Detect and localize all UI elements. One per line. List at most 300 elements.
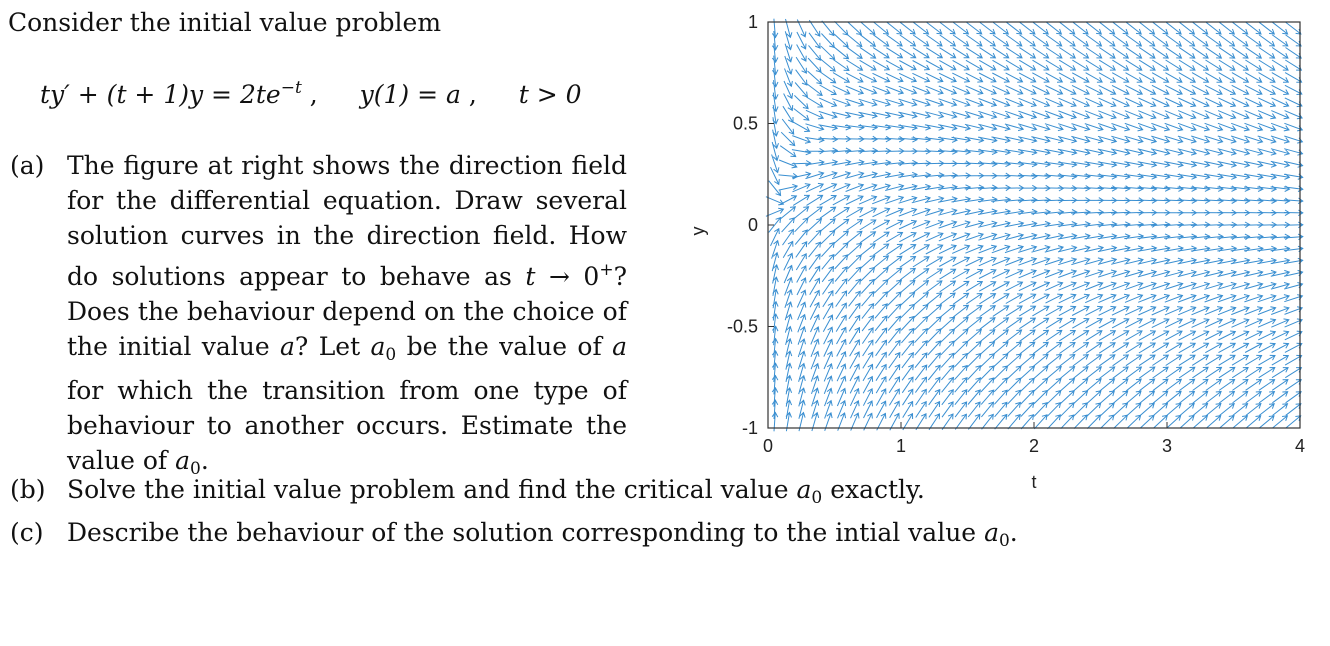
field-arrow: [1167, 416, 1181, 429]
field-arrow: [848, 22, 862, 35]
field-arrow: [1286, 416, 1301, 428]
x-tick-label: 3: [1161, 436, 1173, 456]
field-arrow: [888, 292, 902, 305]
field-arrow: [847, 231, 862, 243]
field-arrow: [1286, 22, 1301, 34]
field-arrow: [1153, 35, 1168, 46]
field-arrow: [1179, 35, 1194, 46]
field-arrow: [968, 366, 981, 380]
field-arrow: [1061, 415, 1074, 429]
field-arrow: [873, 35, 888, 46]
field-arrow: [821, 46, 835, 59]
ode-equation: [40, 78, 582, 109]
field-arrow: [1286, 35, 1302, 46]
field-arrow: [848, 267, 861, 281]
field-arrow: [1113, 48, 1129, 59]
part-c: [10, 515, 1060, 551]
y-tick-label: 0: [747, 215, 758, 235]
field-arrow: [1019, 318, 1035, 329]
field-arrow: [1060, 391, 1074, 404]
field-arrow: [940, 281, 956, 292]
field-arrow: [873, 244, 888, 255]
part-b-text: Solve the initial value problem and find the critical value $a_0$ exactly.: [67, 475, 925, 508]
field-arrow: [1087, 415, 1100, 429]
field-arrow: [1100, 22, 1115, 34]
field-arrow: [1272, 35, 1288, 46]
field-arrow: [980, 318, 995, 330]
field-arrow: [1273, 416, 1288, 428]
x-tick-label: 1: [895, 436, 907, 456]
field-arrow: [1246, 47, 1262, 58]
field-arrow: [1259, 48, 1275, 59]
field-arrow: [1180, 22, 1195, 34]
field-arrow: [995, 415, 1007, 430]
field-arrow: [1046, 342, 1061, 353]
field-arrow: [1034, 366, 1048, 379]
field-arrow: [900, 22, 915, 34]
field-arrow: [1099, 48, 1115, 59]
field-arrow: [1139, 355, 1155, 366]
field-arrow: [874, 22, 889, 34]
field-arrow: [888, 304, 901, 318]
domain-condition: t > 0: [518, 80, 582, 109]
field-arrow: [941, 329, 955, 342]
field-arrow: [1286, 48, 1302, 59]
field-arrow: [1127, 415, 1141, 428]
field-arrow: [994, 342, 1009, 354]
field-arrow: [914, 281, 929, 293]
field-arrow: [927, 281, 942, 292]
field-arrow: [967, 22, 982, 34]
field-arrow: [874, 280, 888, 293]
field-arrow: [1153, 391, 1168, 403]
field-arrow: [994, 378, 1007, 392]
field-arrow: [1259, 380, 1275, 391]
field-arrow: [1219, 35, 1234, 46]
field-arrow: [1099, 343, 1115, 353]
field-arrow: [821, 231, 835, 244]
field-arrow: [980, 330, 995, 342]
field-arrow: [1126, 379, 1141, 391]
field-arrow: [941, 341, 954, 355]
field-arrow: [927, 317, 941, 330]
part-c-text: Describe the behaviour of the solution corresponding to the intial value $a_0$.: [67, 518, 1018, 551]
field-arrow: [1007, 378, 1021, 392]
field-arrow: [821, 243, 834, 257]
field-arrow: [1073, 35, 1088, 46]
field-arrow: [1219, 47, 1235, 58]
field-arrow: [1259, 392, 1274, 403]
field-arrow: [954, 317, 969, 329]
field-arrow: [901, 292, 915, 305]
field-arrow: [1007, 366, 1021, 379]
field-arrow: [953, 281, 969, 291]
field-arrow: [968, 378, 981, 392]
field-arrow: [1021, 390, 1034, 404]
field-arrow: [1139, 47, 1155, 58]
field-arrow: [1166, 47, 1182, 58]
x-axis-label: t: [1031, 472, 1037, 492]
field-arrow: [1219, 22, 1234, 34]
field-arrow: [887, 244, 903, 255]
field-arrow: [1114, 415, 1128, 428]
direction-arrows: [766, 19, 1303, 432]
field-arrow: [1206, 416, 1220, 429]
field-arrow: [1061, 403, 1075, 417]
field-arrow: [833, 60, 849, 71]
field-arrow: [993, 35, 1009, 46]
field-arrow: [913, 22, 928, 34]
field-arrow: [1020, 354, 1035, 366]
field-arrow: [1073, 367, 1088, 379]
field-arrow: [1192, 367, 1208, 378]
field-arrow: [779, 173, 798, 179]
ode-exponent: −t: [280, 78, 302, 98]
field-arrow: [848, 255, 862, 268]
equation-separator: ,: [468, 80, 477, 109]
field-arrow: [887, 256, 902, 267]
field-arrow: [1166, 391, 1181, 403]
field-arrow: [1140, 22, 1155, 34]
field-arrow: [1166, 367, 1182, 378]
field-arrow: [1246, 392, 1261, 403]
field-arrow: [860, 244, 875, 256]
field-arrow: [1206, 47, 1222, 58]
field-arrow: [940, 305, 955, 317]
field-arrow: [1113, 367, 1128, 378]
field-arrow: [860, 220, 876, 230]
field-arrow: [954, 341, 968, 354]
field-arrow: [1220, 404, 1235, 416]
part-a-text: The figure at right shows the direction field for the differential equation. Draw several solution curves in the direction field. How do solutions appear to behave as t → 0+? Does the behaviour depend on the choice of the initial value a? Let $a_0$ be the value of a for which the transition from one type of behaviour to another occurs. Estimate the value of $a_0$.: [67, 151, 627, 479]
field-arrow: [1007, 342, 1022, 354]
direction-field-chart: [660, 0, 1330, 510]
field-arrow: [940, 22, 955, 34]
field-arrow: [1073, 379, 1087, 391]
field-arrow: [955, 414, 966, 429]
field-arrow: [1206, 35, 1221, 46]
field-arrow: [966, 294, 982, 305]
field-arrow: [1153, 367, 1169, 378]
field-arrow: [1007, 354, 1021, 367]
field-arrow: [1153, 47, 1169, 58]
field-arrow: [1100, 391, 1114, 404]
field-arrow: [954, 354, 967, 368]
field-arrow: [1206, 392, 1221, 404]
part-a: [10, 148, 630, 479]
field-arrow: [1086, 343, 1102, 354]
field-arrow: [1180, 403, 1195, 415]
field-arrow: [1008, 415, 1020, 430]
field-arrow: [1033, 35, 1049, 46]
field-arrow: [807, 207, 822, 219]
field-arrow: [967, 330, 981, 342]
field-arrow: [1166, 35, 1181, 46]
field-arrow: [1180, 391, 1195, 403]
field-arrow: [900, 245, 916, 255]
field-arrow: [1272, 380, 1288, 391]
field-arrow: [793, 122, 810, 132]
field-arrow: [966, 35, 982, 46]
field-arrow: [834, 243, 848, 256]
field-arrow: [1006, 35, 1022, 46]
field-arrow: [1192, 47, 1208, 58]
field-arrow: [993, 306, 1009, 317]
part-b-label: (b): [10, 475, 46, 504]
field-arrow: [942, 414, 953, 430]
field-arrow: [953, 22, 968, 34]
y-tick-label: -0.5: [726, 316, 758, 337]
x-tick-label: 2: [1028, 436, 1040, 456]
field-arrow: [1259, 22, 1274, 34]
field-arrow: [1034, 415, 1047, 429]
field-arrow: [900, 280, 915, 292]
field-arrow: [1126, 367, 1141, 378]
field-arrow: [821, 219, 836, 231]
field-arrow: [1220, 416, 1234, 428]
field-arrow: [1020, 342, 1035, 354]
field-arrow: [900, 268, 915, 280]
field-arrow: [901, 317, 914, 331]
field-arrow: [1166, 379, 1181, 390]
field-arrow: [1020, 366, 1034, 379]
field-arrow: [874, 268, 888, 281]
y-tick-label: -1: [741, 418, 758, 438]
field-arrow: [1086, 355, 1101, 366]
field-arrow: [1273, 22, 1288, 34]
field-arrow: [955, 366, 968, 380]
field-arrow: [993, 318, 1008, 329]
field-arrow: [1153, 403, 1167, 416]
field-arrow: [1073, 355, 1088, 366]
field-arrow: [1007, 330, 1022, 342]
field-arrow: [834, 47, 849, 59]
field-arrow: [1233, 22, 1248, 34]
field-arrow: [967, 318, 982, 330]
field-arrow: [1047, 22, 1062, 34]
field-arrow: [980, 22, 995, 34]
field-arrow: [1006, 318, 1022, 329]
field-arrow: [1059, 331, 1075, 341]
field-arrow: [1046, 35, 1062, 46]
field-arrow: [1246, 404, 1261, 416]
field-arrow: [1087, 403, 1101, 416]
field-arrow: [982, 414, 994, 429]
field-arrow: [1100, 403, 1114, 416]
field-arrow: [861, 268, 875, 281]
field-arrow: [927, 305, 941, 318]
field-arrow: [1286, 392, 1302, 403]
field-arrow: [849, 316, 860, 332]
field-arrow: [1219, 380, 1235, 391]
field-arrow: [833, 73, 849, 83]
field-arrow: [980, 306, 996, 317]
field-arrow: [914, 305, 928, 318]
field-arrow: [1048, 415, 1061, 429]
field-arrow: [860, 35, 875, 47]
field-arrow: [1232, 47, 1248, 58]
field-arrow: [794, 95, 808, 108]
field-arrow: [1286, 404, 1301, 416]
field-arrow: [792, 136, 810, 144]
field-arrow: [847, 34, 862, 46]
field-arrow: [861, 22, 875, 35]
field-arrow: [1153, 415, 1167, 428]
field-arrow: [1260, 416, 1275, 428]
field-arrow: [1140, 391, 1155, 403]
field-arrow: [1020, 22, 1035, 34]
field-arrow: [953, 35, 969, 46]
field-arrow: [820, 207, 836, 218]
field-arrow: [1126, 47, 1142, 58]
field-arrow: [847, 220, 863, 231]
field-arrow: [835, 255, 848, 269]
field-arrow: [1273, 404, 1288, 416]
field-arrow: [927, 293, 942, 305]
field-arrow: [1127, 403, 1141, 416]
field-arrow: [1139, 35, 1154, 46]
field-arrow: [913, 35, 929, 46]
field-arrow: [927, 22, 942, 34]
field-arrow: [1127, 391, 1142, 403]
field-arrow: [1033, 330, 1049, 341]
field-arrow: [1113, 355, 1129, 366]
problem-intro: Consider the initial value problem: [8, 8, 442, 37]
field-arrow: [780, 196, 797, 205]
field-arrow: [994, 390, 1007, 404]
field-arrow: [1008, 402, 1021, 416]
field-arrow: [1060, 367, 1075, 379]
field-arrow: [794, 207, 809, 219]
field-arrow: [981, 366, 994, 380]
field-arrow: [889, 365, 900, 381]
field-arrow: [1060, 22, 1075, 34]
y-tick-label: 1: [747, 12, 758, 32]
field-arrow: [1086, 48, 1102, 59]
ode-lhs: ty′ + (t + 1)y = 2te: [40, 80, 281, 109]
field-arrow: [1047, 403, 1060, 417]
field-arrow: [808, 58, 821, 72]
field-arrow: [1021, 415, 1034, 429]
field-arrow: [1219, 392, 1234, 404]
field-arrow: [1126, 355, 1142, 366]
field-arrow: [1113, 403, 1127, 416]
field-arrow: [873, 232, 889, 242]
field-arrow: [1087, 391, 1101, 404]
field-arrow: [780, 146, 796, 157]
field-arrow: [1272, 392, 1287, 403]
field-arrow: [1193, 391, 1208, 403]
field-arrow: [1233, 404, 1248, 416]
field-arrow: [1166, 403, 1181, 415]
field-arrow: [953, 293, 969, 304]
y-axis-label: y: [688, 226, 708, 236]
field-arrow: [1193, 416, 1207, 429]
field-arrow: [1113, 22, 1128, 34]
field-arrow: [1033, 342, 1048, 354]
field-arrow: [1140, 379, 1155, 391]
field-arrow: [779, 184, 798, 190]
field-arrow: [875, 292, 888, 306]
field-arrow: [1073, 343, 1089, 354]
field-arrow: [1179, 47, 1195, 58]
field-arrow: [900, 35, 916, 46]
field-arrow: [1259, 35, 1274, 46]
field-arrow: [1179, 367, 1195, 378]
field-arrow: [1100, 367, 1115, 379]
field-arrow: [981, 354, 995, 367]
field-arrow: [808, 219, 822, 232]
field-arrow: [1180, 416, 1194, 429]
field-arrow: [887, 280, 901, 293]
field-arrow: [1179, 379, 1194, 390]
field-arrow: [914, 317, 927, 331]
field-arrow: [1206, 367, 1222, 378]
field-arrow: [993, 330, 1008, 342]
field-arrow: [1233, 35, 1248, 46]
field-arrow: [914, 293, 929, 305]
field-arrow: [1100, 379, 1115, 391]
field-arrow: [1246, 416, 1261, 428]
field-arrow: [1246, 22, 1261, 34]
field-arrow: [833, 208, 849, 218]
field-arrow: [1193, 22, 1208, 34]
field-arrow: [941, 353, 954, 367]
field-arrow: [954, 329, 968, 342]
field-arrow: [834, 34, 848, 47]
field-arrow: [967, 342, 981, 355]
field-arrow: [1073, 22, 1088, 34]
field-arrow: [1193, 379, 1208, 390]
field-arrow: [1046, 330, 1062, 341]
field-arrow: [1246, 380, 1262, 391]
field-arrow: [873, 48, 889, 58]
field-arrow: [847, 47, 862, 58]
field-arrow: [1153, 379, 1168, 391]
field-arrow: [1033, 22, 1048, 34]
field-arrow: [792, 161, 811, 167]
field-arrow: [1047, 367, 1062, 379]
field-arrow: [1193, 404, 1208, 416]
field-arrow: [861, 256, 875, 269]
initial-condition: y(1) = a: [359, 80, 461, 109]
field-arrow: [1113, 35, 1128, 46]
field-arrow: [1100, 35, 1115, 46]
field-arrow: [1021, 403, 1034, 417]
field-arrow: [1047, 391, 1061, 404]
field-arrow: [1233, 392, 1248, 403]
field-arrow: [980, 342, 994, 355]
field-arrow: [928, 329, 941, 343]
field-arrow: [820, 72, 836, 83]
field-arrow: [926, 269, 942, 280]
field-arrow: [821, 59, 836, 71]
field-arrow: [980, 35, 996, 46]
field-arrow: [887, 35, 903, 46]
field-arrow: [928, 341, 941, 355]
field-arrow: [1206, 22, 1221, 34]
field-arrow: [847, 243, 861, 256]
field-arrow: [887, 22, 902, 34]
field-arrow: [900, 257, 916, 268]
field-arrow: [1166, 22, 1181, 34]
field-arrow: [1206, 404, 1221, 416]
field-arrow: [940, 293, 955, 304]
field-arrow: [915, 329, 928, 343]
field-arrow: [953, 305, 968, 317]
field-arrow: [835, 21, 848, 35]
field-arrow: [1232, 380, 1248, 391]
